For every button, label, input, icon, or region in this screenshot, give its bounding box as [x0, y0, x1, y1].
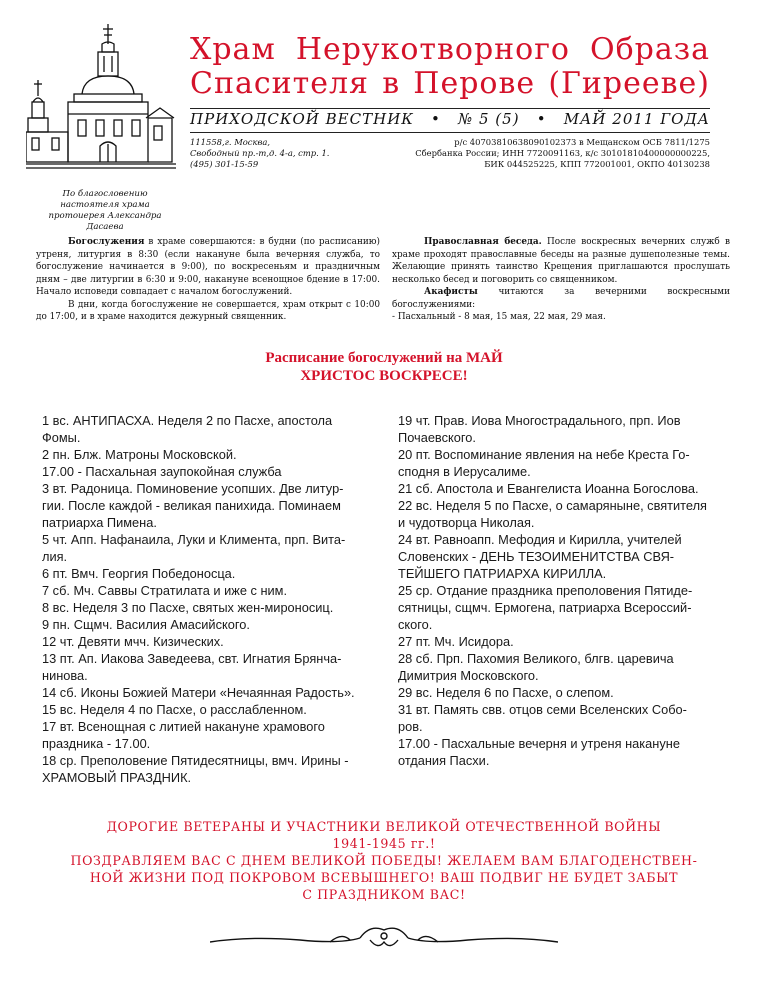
- schedule-entry: 6 пт. Вмч. Георгия Победоносца.: [42, 566, 236, 581]
- greeting-line: 1941-1945 гг.!: [332, 836, 436, 851]
- herald-issue: № 5 (5): [458, 110, 520, 128]
- title-word: Храм: [190, 32, 276, 67]
- schedule-list-left: [42, 412, 388, 786]
- schedule-entry: патриарха Пимена.: [42, 515, 157, 530]
- header-rule-bottom: [190, 132, 710, 133]
- schedule-entry: лия.: [42, 549, 68, 564]
- schedule-entry: Почаевского.: [398, 430, 476, 445]
- schedule-entry: 8 вс. Неделя 3 по Пасхе, святых жен-мироносиц.: [42, 600, 334, 615]
- blessing-line: Дасаева: [86, 222, 124, 232]
- schedule-entry: отдания Пасхи.: [398, 753, 490, 768]
- herald-name: ПРИХОДСКОЙ ВЕСТНИК: [190, 110, 414, 128]
- greeting-line: С ПРАЗДНИКОМ ВАС!: [302, 887, 466, 902]
- schedule-entry: 12 чт. Девяти мчч. Кизических.: [42, 634, 224, 649]
- blessing-line: По благословению: [62, 189, 148, 199]
- akathist-dates: - Пасхальный - 8 мая, 15 мая, 22 мая, 29 мая.: [392, 312, 606, 322]
- schedule-entry: 14 сб. Иконы Божией Матери «Нечаянная Радость».: [42, 685, 355, 700]
- title-word: Нерукотворного: [295, 32, 570, 67]
- schedule-entry: 7 сб. Мч. Саввы Стратилата и иже с ним.: [42, 583, 288, 598]
- herald-date: МАЙ 2011 ГОДА: [563, 110, 710, 128]
- title-word: Образа: [590, 32, 710, 67]
- blessing-note: [30, 189, 180, 233]
- herald-separator: •: [431, 110, 441, 128]
- schedule-entry: 17.00 - Пасхальные вечерня и утреня накануне: [398, 736, 680, 751]
- services-heading: Богослужения: [68, 237, 145, 247]
- church-title-line2: [190, 66, 710, 101]
- schedule-entry: ского.: [398, 617, 433, 632]
- herald-line: [190, 110, 710, 128]
- schedule-entry: 17 вт. Всенощная с литией накануне храмового: [42, 719, 325, 734]
- schedule-entry: 21 сб. Апостола и Евангелиста Иоанна Богослова.: [398, 481, 699, 496]
- schedule-entry: гии. После каждой - великая панихида. Поминаем: [42, 498, 341, 513]
- address-line: Свободный пр.-т,д. 4-а, стр. 1.: [190, 148, 330, 158]
- greeting-line: НОЙ ЖИЗНИ ПОД ПОКРОВОМ ВСЕВЫШНЕГО! ВАШ ПОДВИГ НЕ БУДЕТ ЗАБЫТ: [89, 870, 679, 885]
- title-word: в: [382, 66, 401, 101]
- conversation-heading: Православная беседа.: [424, 237, 542, 247]
- schedule-entry: 28 сб. Прп. Пахомия Великого, блгв. царевича: [398, 651, 674, 666]
- bank-line: р/с 40703810638090102373 в Мещанском ОСБ 7811/1275: [454, 137, 710, 147]
- schedule-entry: ТЕЙШЕГО ПАТРИАРХА КИРИЛЛА.: [398, 566, 607, 581]
- schedule-entry: 18 ср. Преполовение Пятидесятницы, вмч. Ирины -: [42, 753, 349, 768]
- bank-details: [360, 137, 710, 170]
- schedule-entry: нинова.: [42, 668, 88, 683]
- blessing-line: настоятеля храма: [60, 200, 150, 210]
- phone-line: (495) 301-15-59: [190, 159, 259, 169]
- schedule-entry: и чудотворца Николая.: [398, 515, 535, 530]
- schedule-entry: 3 вт. Радоница. Поминовение усопших. Две литур-: [42, 481, 344, 496]
- schedule-entry: 13 пт. Ап. Иакова Заведеева, свт. Игнатия Брянча-: [42, 651, 342, 666]
- services-text: в храме совершаются: в будни (по расписанию) утреня, литургия в 8:30 (если накануне была вечерняя служба, то богослужение начинается в 9:00), по воскресеньям и праздничным дням – две литургии в 6:30 и 9:00, накануне всенощное бдение в 17:00. Начало исповеди совпадает с началом богослужений.: [36, 237, 380, 297]
- title-word: Спасителя: [190, 66, 369, 101]
- church-illustration: [26, 22, 176, 187]
- conversations-info: [392, 236, 730, 324]
- easter-greeting: ХРИСТОС ВОСКРЕСЕ!: [300, 368, 468, 384]
- schedule-entry: 1 вс. АНТИПАСХА. Неделя 2 по Пасхе, апостола: [42, 413, 333, 428]
- schedule-entry: 25 ср. Отдание праздника преполовения Пятиде-: [398, 583, 693, 598]
- schedule-entry: ХРАМОВЫЙ ПРАЗДНИК.: [42, 770, 192, 785]
- schedule-entry: Димитрия Московского.: [398, 668, 539, 683]
- church-title-line1: [190, 32, 710, 67]
- schedule-entry: 19 чт. Прав. Иова Многострадального, прп. Иов: [398, 413, 681, 428]
- header-rule-top: [190, 108, 710, 109]
- greeting-line: ПОЗДРАВЛЯЕМ ВАС С ДНЕМ ВЕЛИКОЙ ПОБЕДЫ! ЖЕЛАЕМ ВАМ БЛАГОДЕНСТВЕН-: [70, 853, 698, 868]
- bank-line: БИК 044525225, КПП 772001001, ОКПО 40130238: [484, 159, 710, 169]
- greeting-line: ДОРОГИЕ ВЕТЕРАНЫ И УЧАСТНИКИ ВЕЛИКОЙ ОТЕЧЕСТВЕННОЙ ВОЙНЫ: [106, 819, 662, 834]
- schedule-entry: Фомы.: [42, 430, 81, 445]
- schedule-entry: 2 пн. Блж. Матроны Московской.: [42, 447, 237, 462]
- veterans-greeting: [30, 818, 738, 903]
- schedule-entry: 15 вс. Неделя 4 по Пасхе, о расслабленном.: [42, 702, 307, 717]
- akathist-heading: Акафисты: [424, 287, 478, 297]
- schedule-entry: 24 вт. Равноапп. Мефодия и Кирилла, учителей: [398, 532, 682, 547]
- schedule-entry: сподня в Иерусалиме.: [398, 464, 531, 479]
- schedule-entry: 20 пт. Воспоминание явления на небе Креста Го-: [398, 447, 690, 462]
- schedule-entry: 29 вс. Неделя 6 по Пасхе, о слепом.: [398, 685, 614, 700]
- schedule-entry: 27 пт. Мч. Исидора.: [398, 634, 514, 649]
- title-word: (Гиреeве): [548, 66, 710, 101]
- schedule-entry: сятницы, сщмч. Ермогена, патриарха Всероссий-: [398, 600, 692, 615]
- schedule-entry: праздника - 17.00.: [42, 736, 151, 751]
- schedule-entry: Словенских - ДЕНЬ ТЕЗОИМЕНИТСТВА СВЯ-: [398, 549, 675, 564]
- bank-line: Сбербанка России; ИНН 7720091163, к/с 30101810400000000225,: [415, 148, 710, 158]
- open-hours-text: В дни, когда богослужение не совершается, храм открыт с 10:00 до 17:00, и в храме находится дежурный священник.: [36, 299, 380, 322]
- schedule-entry: 17.00 - Пасхальная заупокойная служба: [42, 464, 282, 479]
- conversation-text: После воскресных вечерних служб в храме проходят православные беседы на разные душеполезные темы. Желающие принять таинство Крещения приглашаются прослушать несколько бесед и поговорить со священником.: [392, 237, 730, 285]
- schedule-entry: 5 чт. Апп. Нафанаила, Луки и Климента, прп. Вита-: [42, 532, 346, 547]
- schedule-heading: Расписание богослужений на МАЙ: [265, 350, 503, 366]
- services-info: [36, 236, 380, 324]
- schedule-entry: 22 вс. Неделя 5 по Пасхе, о самаряныне, святителя: [398, 498, 707, 513]
- blessing-line: протоиерея Александра: [48, 211, 162, 221]
- ornament-divider: [210, 916, 558, 956]
- schedule-entry: ров.: [398, 719, 423, 734]
- title-word: Перове: [413, 66, 536, 101]
- herald-separator: •: [536, 110, 547, 128]
- akathist-text: читаются за вечерними воскресными богослужениями:: [392, 287, 730, 310]
- address-line: 111558,г. Москва,: [190, 137, 271, 147]
- schedule-list-right: [398, 412, 718, 769]
- schedule-entry: 31 вт. Память свв. отцов семи Вселенских Собо-: [398, 702, 687, 717]
- schedule-entry: 9 пн. Сщмч. Василия Амасийского.: [42, 617, 250, 632]
